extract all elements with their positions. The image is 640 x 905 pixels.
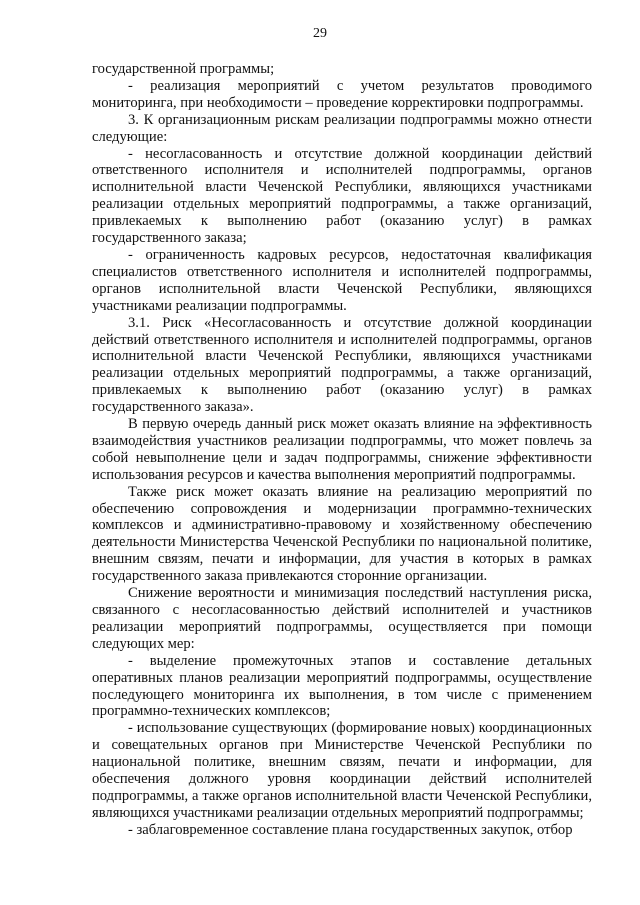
paragraph: государственной программы;: [92, 61, 275, 77]
paragraph: - реализация мероприятий с учетом результатов проводимого мониторинга, при необходимости – проведение корректировки подпрограммы.: [92, 77, 592, 111]
paragraph: 3. К организационным рискам реализации подпрограммы можно отнести следующие:: [92, 111, 592, 145]
paragraph: - несогласованность и отсутствие должной координации действий ответственного исполнителя и исполнителей подпрограммы, органов исполнительной власти Чеченской Республики, являющихся участниками реализации отдельных мероприятий подпрограммы, а также организаций, привлекаемых к выполнению работ (оказанию услуг) в рамках государственного заказа;: [92, 145, 592, 247]
paragraph: - заблаговременное составление плана государственных закупок, отбор: [128, 821, 573, 838]
paragraph: Снижение вероятности и минимизация последствий наступления риска, связанного с несогласованностью действий исполнителей и участников реализации мероприятий подпрограммы, осуществляется при помощи следующих мер:: [92, 585, 592, 652]
paragraph: Также риск может оказать влияние на реализацию мероприятий по обеспечению сопровождения и модернизации программно-технических комплексов и административно-правовому и хозяйственному обеспечению деятельности Министерства Чеченской Республики по национальной политике, внешним связям, печати и информации, для участия в которых в рамках государственного заказа привлекаются сторонние организации.: [92, 483, 592, 585]
page-number: 29: [313, 26, 327, 41]
paragraph: - ограниченность кадровых ресурсов, недостаточная квалификация специалистов ответственного исполнителя и исполнителей подпрограммы, органов исполнительной власти Чеченской Республики, являющихся участниками реализации подпрограммы.: [92, 246, 592, 314]
paragraph: 3.1. Риск «Несогласованность и отсутствие должной координации действий ответственного исполнителя и исполнителей подпрограммы, органов исполнительной власти Чеченской Республики, являющихся участниками реализации отдельных мероприятий подпрограммы, а также организаций, привлекаемых к выполнению работ (оказанию услуг) в рамках государственного заказа».: [92, 314, 592, 416]
paragraph: В первую очередь данный риск может оказать влияние на эффективность взаимодействия участников реализации подпрограммы, что может повлечь за собой невыполнение цели и задач подпрограммы, снижение эффективности использования ресурсов и качества выполнения мероприятий подпрограммы.: [92, 416, 592, 483]
document-body: [92, 0, 592, 839]
paragraph: - использование существующих (формирование новых) координационных и совещательных органов при Министерстве Чеченской Республики по национальной политике, внешним связям, печати и информации, для обеспечения должного уровня координации действий исполнителей подпрограммы, а также органов исполнительной власти Чеченской Республики, являющихся участниками реализации отдельных мероприятий подпрограммы;: [92, 720, 592, 821]
paragraph: - выделение промежуточных этапов и составление детальных оперативных планов реализации мероприятий подпрограммы, осуществление последующего мониторинга их выполнения, в том числе с применением программно-технических комплексов;: [92, 652, 592, 720]
